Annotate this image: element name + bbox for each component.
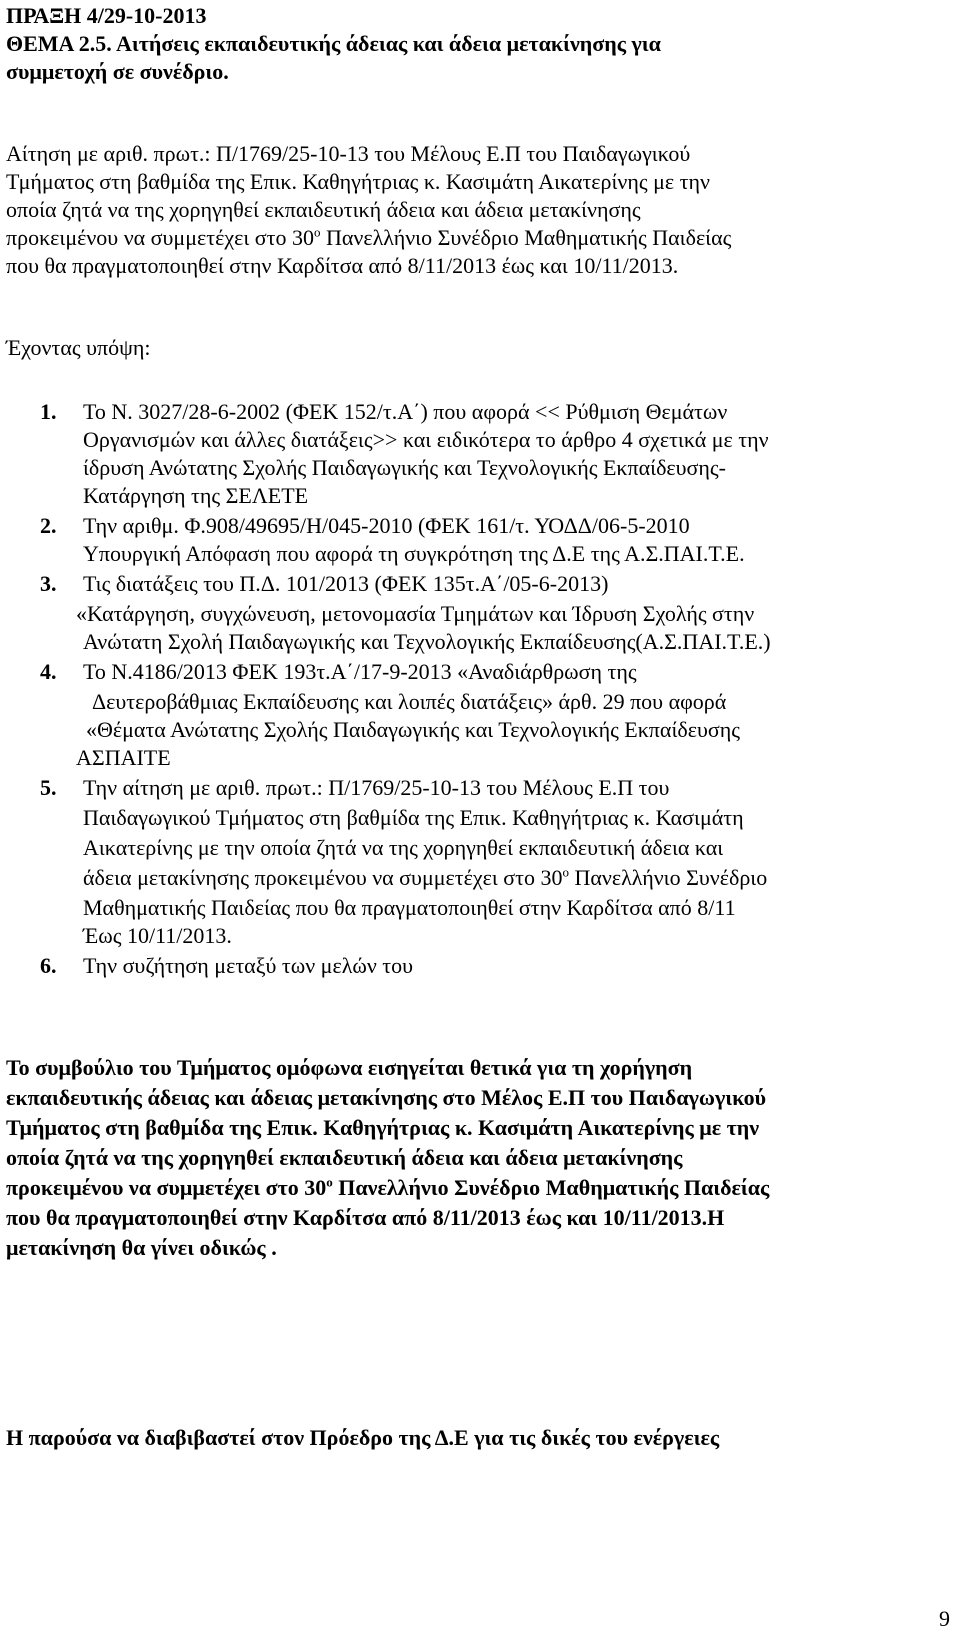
- item-3-line-1: Τις διατάξεις του Π.Δ. 101/2013 (ΦΕΚ 135τ.Α΄/05-6-2013): [83, 571, 609, 596]
- intro-line-5: που θα πραγματοποιηθεί στην Καρδίτσα από 8/11/2013 έως και 10/11/2013.: [6, 253, 679, 278]
- decision-line-6: που θα πραγματοποιηθεί στην Καρδίτσα από 8/11/2013 έως και 10/11/2013.Η: [6, 1205, 725, 1230]
- item-4-number: 4.: [40, 659, 57, 684]
- intro-line-1: Αίτηση με αριθ. πρωτ.: Π/1769/25-10-13 του Μέλους Ε.Π του Παιδαγωγικού: [6, 141, 691, 166]
- decision-superscript: ο: [326, 1174, 333, 1190]
- decision-line-3: Τμήματος στη βαθμίδα της Επικ. Καθηγήτριας κ. Κασιμάτη Αικατερίνης με την: [6, 1115, 760, 1140]
- item-5-line-4: [83, 864, 767, 892]
- decision-line-5-part-a: προκειμένου να συμμετέχει στο 30: [6, 1175, 327, 1200]
- item-5-superscript: ο: [562, 864, 569, 880]
- header-line-2: ΘΕΜΑ 2.5. Αιτήσεις εκπαιδευτικής άδειας και άδεια μετακίνησης για: [6, 31, 661, 56]
- intro-line-2: Τμήματος στη βαθμίδα της Επικ. Καθηγήτριας κ. Κασιμάτη Αικατερίνης με την: [6, 169, 710, 194]
- item-1-number: 1.: [40, 399, 57, 424]
- item-5-line-2: Παιδαγωγικού Τμήματος στη βαθμίδα της Επικ. Καθηγήτριας κ. Κασιμάτη: [83, 805, 744, 830]
- item-3-line-3: Ανώτατη Σχολή Παιδαγωγικής και Τεχνολογικής Εκπαίδευσης(Α.Σ.ΠΑΙ.Τ.Ε.): [83, 629, 771, 654]
- item-6-number: 6.: [40, 953, 57, 978]
- item-1-line-2: Οργανισμών και άλλες διατάξεις>> και ειδικότερα το άρθρο 4 σχετικά με την: [83, 427, 769, 452]
- intro-line-4-part-b: Πανελλήνιο Συνέδριο Μαθηματικής Παιδείας: [320, 225, 732, 250]
- item-5-line-4-part-a: άδεια μετακίνησης προκειμένου να συμμετέχει στο 30: [83, 865, 563, 890]
- item-1-line-1: Το Ν. 3027/28-6-2002 (ΦΕΚ 152/τ.Α΄) που αφορά << Ρύθμιση Θεμάτων: [83, 399, 728, 424]
- item-5-line-4-part-b: Πανελλήνιο Συνέδριο: [568, 865, 768, 890]
- intro-line-3: οποία ζητά να της χορηγηθεί εκπαιδευτική άδεια και άδεια μετακίνησης: [6, 197, 641, 222]
- item-5-line-1: Την αίτηση με αριθ. πρωτ.: Π/1769/25-10-13 του Μέλους Ε.Π του: [83, 775, 670, 800]
- item-1-line-4: Κατάργηση της ΣΕΛΕΤΕ: [83, 483, 309, 508]
- intro-superscript: ο: [313, 224, 321, 240]
- item-6-line-1: Την συζήτηση μεταξύ των μελών του: [83, 953, 414, 978]
- item-4-line-3: «Θέματα Ανώτατης Σχολής Παιδαγωγικής και Τεχνολογικής Εκπαίδευσης: [86, 717, 740, 742]
- item-5-line-3: Αικατερίνης με την οποία ζητά να της χορηγηθεί εκπαιδευτική άδεια και: [83, 835, 724, 860]
- considering-heading: Έχοντας υπόψη:: [6, 335, 151, 360]
- item-3-number: 3.: [40, 571, 57, 596]
- item-4-line-1: Το Ν.4186/2013 ΦΕΚ 193τ.Α΄/17-9-2013 «Αναδιάρθρωση της: [83, 659, 637, 684]
- intro-line-4: [6, 224, 731, 252]
- item-5-line-5: Μαθηματικής Παιδείας που θα πραγματοποιηθεί στην Καρδίτσα από 8/11: [83, 895, 736, 920]
- decision-line-7: μετακίνηση θα γίνει οδικώς .: [6, 1235, 277, 1260]
- item-1-line-3: ίδρυση Ανώτατης Σχολής Παιδαγωγικής και Τεχνολογικής Εκπαίδευσης-: [83, 455, 726, 480]
- forward-note: Η παρούσα να διαβιβαστεί στον Πρόεδρο της Δ.Ε για τις δικές του ενέργειες: [6, 1425, 720, 1450]
- item-2-number: 2.: [40, 513, 57, 538]
- decision-line-5: [6, 1174, 769, 1202]
- header-line-1: ΠΡΑΞΗ 4/29-10-2013: [6, 3, 207, 28]
- decision-line-5-part-b: Πανελλήνιο Συνέδριο Μαθηματικής Παιδείας: [332, 1175, 770, 1200]
- item-3-line-2: «Κατάργηση, συγχώνευση, μετονομασία Τμημάτων και Ίδρυση Σχολής στην: [76, 601, 755, 626]
- item-2-line-2: Υπουργική Απόφαση που αφορά τη συγκρότηση της Δ.Ε της Α.Σ.ΠΑΙ.Τ.Ε.: [83, 541, 745, 566]
- item-4-line-2: Δευτεροβάθμιας Εκπαίδευσης και λοιπές διατάξεις» άρθ. 29 που αφορά: [92, 689, 727, 714]
- item-4-line-4: ΑΣΠΑΙΤΕ: [76, 745, 171, 770]
- intro-line-4-part-a: προκειμένου να συμμετέχει στο 30: [6, 225, 314, 250]
- page-number: 9: [939, 1606, 950, 1631]
- item-5-line-6: Έως 10/11/2013.: [83, 923, 232, 948]
- decision-line-1: Το συμβούλιο του Τμήματος ομόφωνα εισηγείται θετικά για τη χορήγηση: [6, 1055, 693, 1080]
- item-5-number: 5.: [40, 775, 57, 800]
- decision-line-2: εκπαιδευτικής άδειας και άδειας μετακίνησης στο Μέλος Ε.Π του Παιδαγωγικού: [6, 1085, 767, 1110]
- decision-line-4: οποία ζητά να της χορηγηθεί εκπαιδευτική άδεια και άδεια μετακίνησης: [6, 1145, 683, 1170]
- header-line-3: συμμετοχή σε συνέδριο.: [6, 59, 229, 84]
- item-2-line-1: Την αριθμ. Φ.908/49695/Η/045-2010 (ΦΕΚ 161/τ. ΥΟΔΔ/06-5-2010: [83, 513, 690, 538]
